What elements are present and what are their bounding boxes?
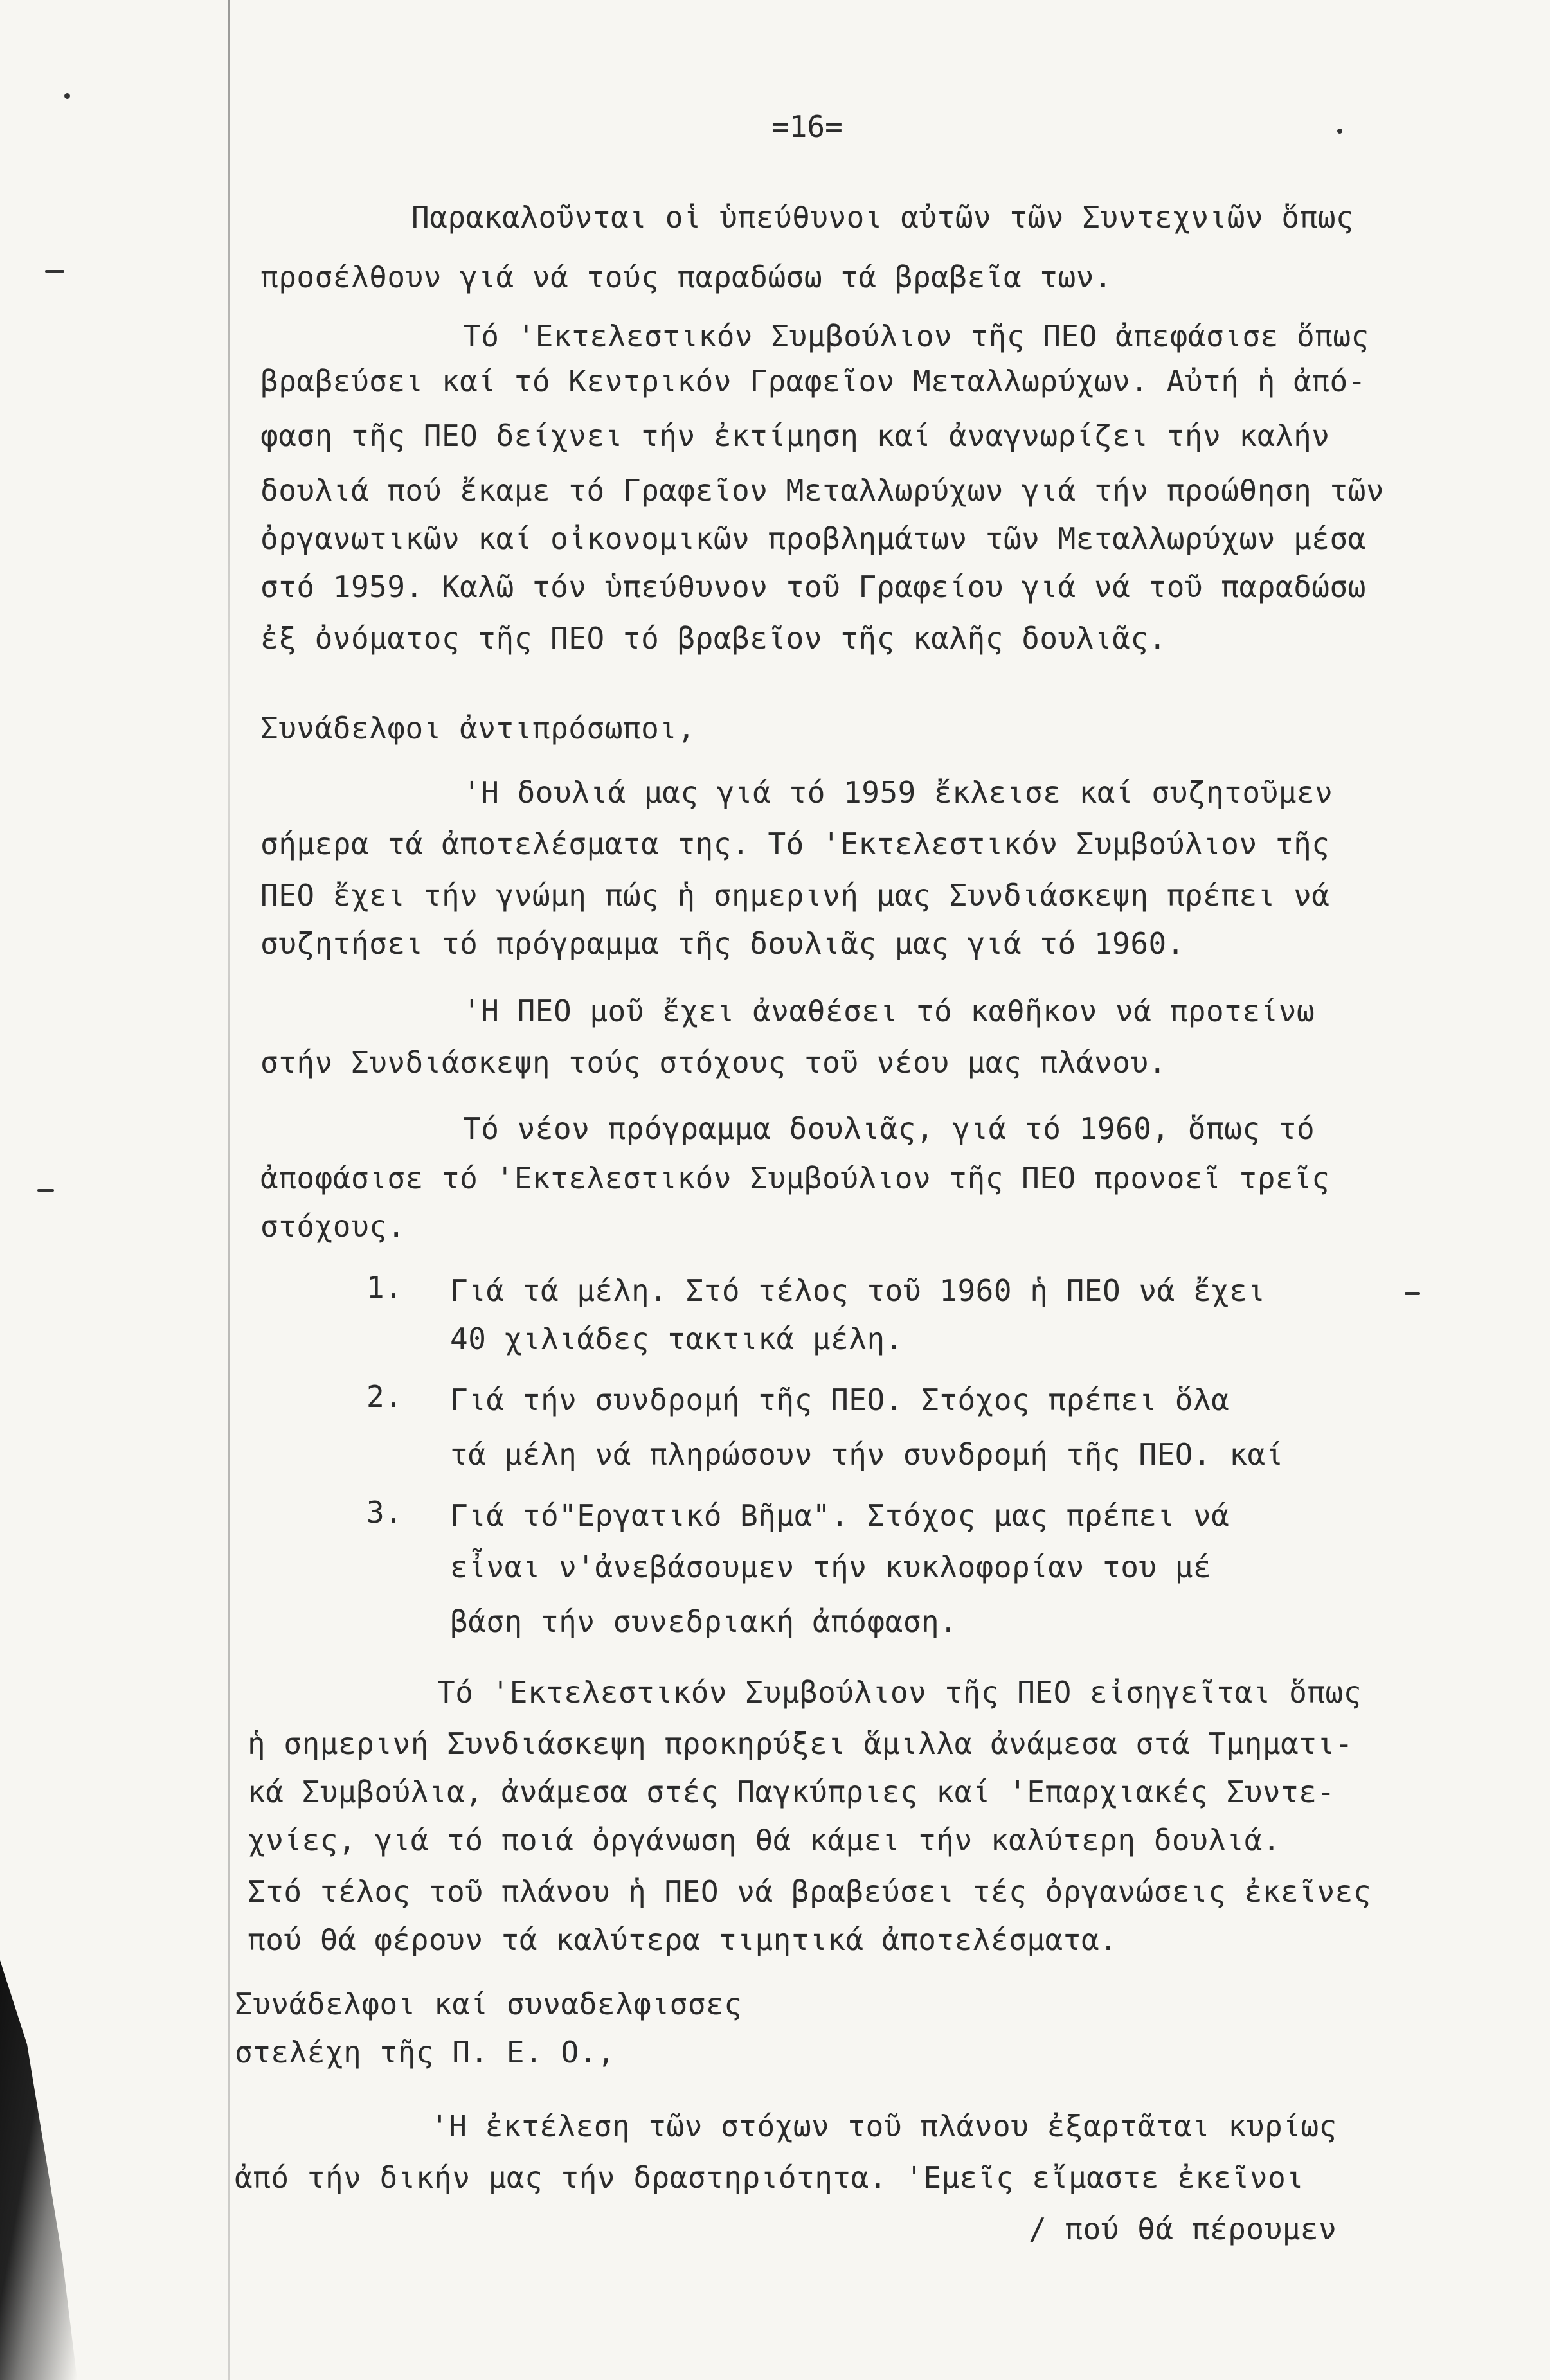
text-line: Τό 'Εκτελεστικόν Συμβούλιον τῆς ΠΕΟ ἀπεφάσισε ὅπως — [463, 319, 1369, 353]
binding-shadow — [0, 1960, 77, 2380]
text-line: σήμερα τά ἀποτελέσματα της. Τό 'Εκτελεστικόν Συμβούλιον τῆς — [260, 827, 1330, 861]
text-line: προσέλθουν γιά νά τούς παραδώσω τά βραβεῖα των. — [260, 260, 1113, 294]
text-line: εἶναι ν'ἀνεβάσουμεν τήν κυκλοφορίαν του μέ — [450, 1550, 1212, 1584]
text-line: τά μέλη νά πληρώσουν τήν συνδρομή τῆς ΠΕΟ. καί — [450, 1437, 1284, 1472]
speck — [45, 270, 64, 273]
text-line: 'Η ἐκτέλεση τῶν στόχων τοῦ πλάνου ἐξαρτᾶται κυρίως — [431, 2109, 1337, 2143]
text-line: Τό 'Εκτελεστικόν Συμβούλιον τῆς ΠΕΟ εἰσηγεῖται ὅπως — [437, 1675, 1362, 1710]
text-line: δουλιά πού ἔκαμε τό Γραφεῖον Μεταλλωρύχων γιά τήν προώθηση τῶν — [260, 473, 1385, 508]
list-number: 1. — [366, 1270, 403, 1305]
list-number: 3. — [366, 1495, 403, 1530]
text-line: χνίες, γιά τό ποιά ὀργάνωση θά κάμει τήν καλύτερη δουλιά. — [248, 1823, 1281, 1857]
text-line: φαση τῆς ΠΕΟ δείχνει τήν ἐκτίμηση καί ἀναγνωρίζει τήν καλήν — [260, 418, 1330, 453]
text-line: πού θά φέρουν τά καλύτερα τιμητικά ἀποτελέσματα. — [248, 1922, 1118, 1957]
text-line: 40 χιλιάδες τακτικά μέλη. — [450, 1321, 903, 1356]
text-line: Συνάδελφοι ἀντιπρόσωποι, — [260, 711, 696, 746]
text-line: βραβεύσει καί τό Κεντρικόν Γραφεῖον Μεταλλωρύχων. Αὐτή ἡ ἀπό- — [260, 364, 1366, 398]
text-line: Γιά τό"Εργατικό Βῆμα". Στόχος μας πρέπει νά — [450, 1498, 1230, 1533]
text-line: βάση τήν συνεδριακή ἀπόφαση. — [450, 1604, 958, 1639]
text-line: ΠΕΟ ἔχει τήν γνώμη πώς ἡ σημερινή μας Συνδιάσκεψη πρέπει νά — [260, 878, 1330, 913]
speck — [1405, 1292, 1420, 1295]
text-line: ἐξ ὀνόματος τῆς ΠΕΟ τό βραβεῖον τῆς καλῆς δουλιᾶς. — [260, 621, 1167, 656]
text-line: Συνάδελφοι καί συναδελφισσες — [235, 1987, 743, 2021]
text-line: Γιά τά μέλη. Στό τέλος τοῦ 1960 ἡ ΠΕΟ νά ἔχει — [450, 1273, 1266, 1308]
text-line: ἡ σημερινή Συνδιάσκεψη προκηρύξει ἅμιλλα ἀνάμεσα στά Τμηματι- — [248, 1726, 1353, 1761]
list-number: 2. — [366, 1379, 403, 1414]
text-line: 'Η δουλιά μας γιά τό 1959 ἔκλεισε καί συζητοῦμεν — [463, 775, 1333, 810]
text-line: κά Συμβούλια, ἀνάμεσα στές Παγκύπριες καί 'Επαρχιακές Συντε- — [248, 1775, 1335, 1809]
speck — [1337, 129, 1342, 134]
text-line: συζητήσει τό πρόγραμμα τῆς δουλιᾶς μας γιά τό 1960. — [260, 926, 1185, 961]
text-line: Στό τέλος τοῦ πλάνου ἡ ΠΕΟ νά βραβεύσει τές ὀργανώσεις ἐκεῖνες — [248, 1874, 1372, 1909]
text-line: / πού θά πέρουμεν — [1029, 2212, 1337, 2246]
text-line: στό 1959. Καλῶ τόν ὑπεύθυνον τοῦ Γραφείου γιά νά τοῦ παραδώσω — [260, 569, 1366, 604]
text-line: ὀργανωτικῶν καί οἰκονομικῶν προβλημάτων τῶν Μεταλλωρύχων μέσα — [260, 521, 1366, 556]
text-line: Γιά τήν συνδρομή τῆς ΠΕΟ. Στόχος πρέπει ὅλα — [450, 1382, 1230, 1417]
text-line: στόχους. — [260, 1209, 406, 1244]
text-line: 'Η ΠΕΟ μοῦ ἔχει ἀναθέσει τό καθῆκον νά προτείνω — [463, 994, 1315, 1028]
text-line: Τό νέον πρόγραμμα δουλιᾶς, γιά τό 1960, ὅπως τό — [463, 1111, 1315, 1146]
page-number: =16= — [771, 109, 843, 144]
speck — [37, 1189, 54, 1192]
binding-line — [228, 0, 230, 2380]
text-line: ἀποφάσισε τό 'Εκτελεστικόν Συμβούλιον τῆς ΠΕΟ προνοεῖ τρεῖς — [260, 1161, 1330, 1195]
text-line: Παρακαλοῦνται οἱ ὑπεύθυνοι αὐτῶν τῶν Συντεχνιῶν ὅπως — [411, 200, 1355, 235]
text-line: στήν Συνδιάσκεψη τούς στόχους τοῦ νέου μας πλάνου. — [260, 1045, 1167, 1080]
text-line: ἀπό τήν δικήν μας τήν δραστηριότητα. 'Εμεῖς εἴμαστε ἐκεῖνοι — [235, 2160, 1304, 2195]
text-line: στελέχη τῆς Π. Ε. Ο., — [235, 2035, 616, 2070]
speck — [64, 93, 70, 99]
